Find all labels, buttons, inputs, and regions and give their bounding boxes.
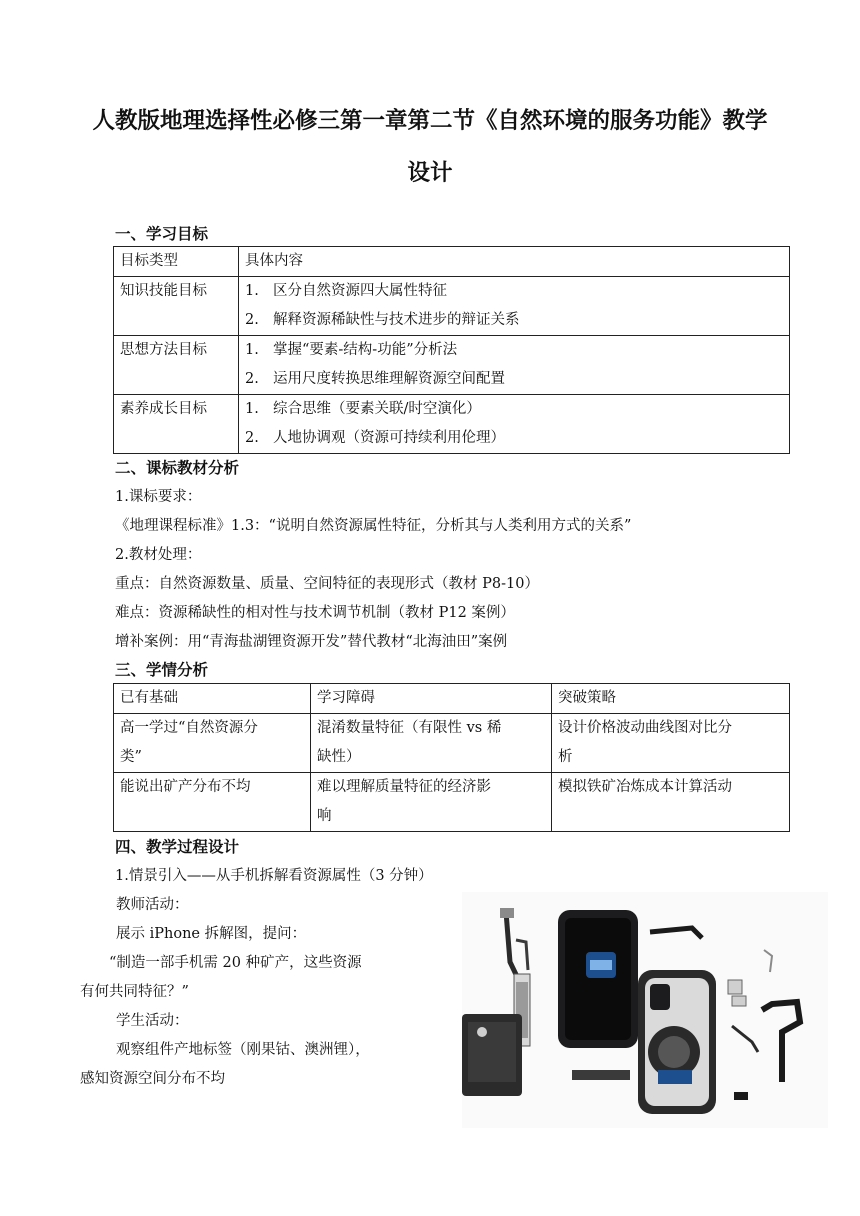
objective-item: 区分自然资源四大属性特征 [273,283,447,299]
section-heading-objectives: 一、学习目标 [115,225,209,243]
iphone-teardown-image [462,892,828,1128]
cell-line: 模拟铁矿冶炼成本计算活动 [558,779,732,795]
paragraph-line: 观察组件产地标签（刚果钴、澳洲锂）， [116,1042,370,1058]
paragraph-line: 教师活动： [116,897,189,913]
paragraph-line: 1.情景引入——从手机拆解看资源属性（3 分钟） [115,868,433,884]
table-row [114,773,790,832]
cell-line: 难以理解质量特征的经济影 [317,779,491,795]
paragraph-line: 增补案例：用“青海盐湖锂资源开发”替代教材“北海油田”案例 [115,634,508,650]
table-cell [311,714,552,773]
paragraph-line: 2.教材处理： [115,547,202,563]
paragraph-line: 1.课标要求： [115,489,202,505]
objective-type: 素养成长目标 [114,395,239,454]
paragraph-line: “制造一部手机需 20 种矿产，这些资源 [109,955,362,971]
table-header-cell: 学习障碍 [311,684,552,714]
objective-type: 知识技能目标 [114,277,239,336]
objective-content [239,395,790,454]
objective-item: 运用尺度转换思维理解资源空间配置 [273,371,505,387]
table-cell [114,714,311,773]
section-heading-learner-analysis: 三、学情分析 [115,661,209,679]
cell-line: 缺性） [317,749,361,765]
table-row [114,277,790,336]
table-cell [311,773,552,832]
objectives-table [113,246,790,454]
cell-line: 高一学过“自然资源分 [120,720,258,736]
item-number: 2. [245,371,259,387]
paragraph-line: 感知资源空间分布不均 [80,1071,225,1087]
document-title-line-1: 人教版地理选择性必修三第一章第二节《自然环境的服务功能》教学 [92,108,768,134]
item-number: 2. [245,312,259,328]
objective-item: 解释资源稀缺性与技术进步的辩证关系 [273,312,520,328]
cell-line: 能说出矿产分布不均 [120,779,251,795]
objective-item: 综合思维（要素关联/时空演化） [273,401,481,417]
cell-line: 类” [120,749,142,765]
table-header-cell: 已有基础 [114,684,311,714]
paragraph-line: 学生活动： [116,1013,189,1029]
table-cell [552,714,790,773]
table-header-row [114,247,790,277]
cell-line: 响 [317,808,332,824]
table-row [114,395,790,454]
table-cell [114,773,311,832]
objective-type: 思想方法目标 [114,336,239,395]
learner-analysis-table [113,683,790,832]
table-cell [552,773,790,832]
section-heading-curriculum: 二、课标教材分析 [115,459,240,477]
paragraph-line: 有何共同特征？” [80,984,189,1000]
objective-item: 人地协调观（资源可持续利用伦理） [273,430,505,446]
objective-content [239,277,790,336]
objective-content [239,336,790,395]
paragraph-line: 《地理课程标准》1.3：“说明自然资源属性特征，分析其与人类利用方式的关系” [115,518,632,534]
cell-line: 设计价格波动曲线图对比分 [558,720,732,736]
item-number: 1. [245,283,259,299]
cell-line: 混淆数量特征（有限性 vs 稀 [317,720,502,736]
item-number: 1. [245,342,259,358]
cell-line: 析 [558,749,573,765]
table-row [114,336,790,395]
paragraph-line: 重点：自然资源数量、质量、空间特征的表现形式（教材 P8-10） [115,576,539,592]
table-row [114,714,790,773]
table-header-cell: 突破策略 [552,684,790,714]
paragraph-line: 难点：资源稀缺性的相对性与技术调节机制（教材 P12 案例） [115,605,515,621]
section-heading-teaching-process: 四、教学过程设计 [115,838,240,856]
table-header-cell: 目标类型 [114,247,239,277]
item-number: 2. [245,430,259,446]
iphone-teardown-illustration [462,892,828,1128]
paragraph-line: 展示 iPhone 拆解图，提问： [116,926,307,942]
table-header-cell: 具体内容 [239,247,790,277]
item-number: 1. [245,401,259,417]
objective-item: 掌握“要素-结构-功能”分析法 [273,342,458,358]
document-title-line-2: 设计 [407,160,453,186]
table-header-row [114,684,790,714]
